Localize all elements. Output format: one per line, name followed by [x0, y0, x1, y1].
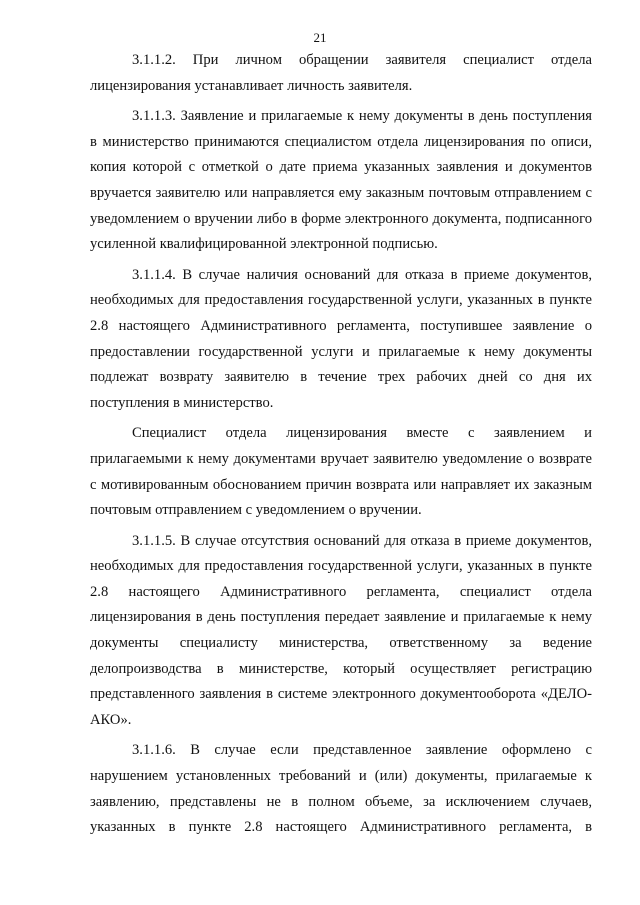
paragraph-return-notice: Специалист отдела лицензирования вместе с заявлением и прилагаемыми к нему документами вручает заявителю уведомление о возврате с мотивированным обоснованием причин возврата или направляет их заказным почтовым отправлением с уведомлением о вручении. — [90, 425, 592, 519]
paragraph-3-1-1-2: 3.1.1.2. При личном обращении заявителя специалист отдела лицензирования устанавливает личность заявителя. — [90, 52, 592, 94]
page-number: 21 — [313, 30, 327, 45]
paragraph-3-1-1-3: 3.1.1.3. Заявление и прилагаемые к нему документы в день поступления в министерство принимаются специалистом отдела лицензирования по описи, копия которой с отметкой о дате приема указанных заявления и документов вручается заявителю или направляется ему заказным почтовым отправлением с уведомлением о вручении либо в форме электронного документа, подписанного усиленной квалифицированной электронной подписью. — [90, 108, 592, 253]
document-body — [90, 48, 592, 846]
paragraph-3-1-1-6: 3.1.1.6. В случае если представленное заявление оформлено с нарушением установленных требований и (или) документы, прилагаемые к заявлению, представлены не в полном объеме, за исключением случаев, указанных в пункте 2.8 настоящего Административного регламента, в — [90, 742, 592, 836]
paragraph-3-1-1-4: 3.1.1.4. В случае наличия оснований для отказа в приеме документов, необходимых для предоставления государственной услуги, указанных в пункте 2.8 настоящего Административного регламента, поступившее заявление о предоставлении государственной услуги и прилагаемые к нему документы подлежат возврату заявителю в течение трех рабочих дней со дня их поступления в министерство. — [90, 266, 592, 411]
paragraph-3-1-1-5: 3.1.1.5. В случае отсутствия оснований для отказа в приеме документов, необходимых для предоставления государственной услуги, указанных в пункте 2.8 настоящего Административного регламента, специалист отдела лицензирования в день поступления передает заявление и прилагаемые к нему документы специалисту министерства, ответственному за ведение делопроизводства в министерстве, который осуществляет регистрацию представленного заявления в системе электронного документооборота «ДЕЛО-АКО». — [90, 532, 592, 728]
